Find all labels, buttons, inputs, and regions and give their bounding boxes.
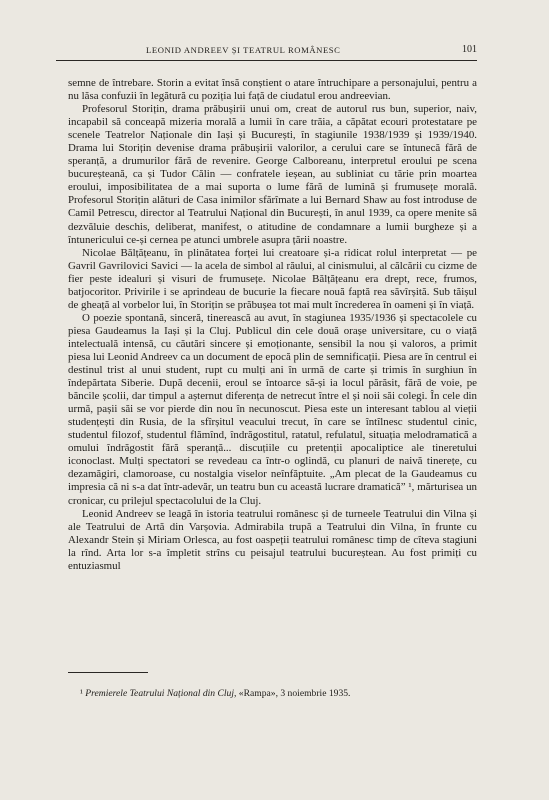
body-text — [68, 77, 477, 573]
running-title: LEONID ANDREEV ȘI TEATRUL ROMÂNESC — [146, 45, 341, 55]
paragraph: Leonid Andreev se leagă în istoria teatrului românesc și de turneele Teatrului din Vilna și ale Teatrului de Artă din Varșovia. Admirabila trupă a Teatrului din Vilna, în frunte cu Alexandr Stein și Miriam Orlesca, au fost oaspeții teatrului românesc timp de cîteva stagiuni la rînd. Arta lor s-a împletit strîns cu peisajul teatrului bucureștean. Au fost primiți cu entuziasmul — [68, 507, 477, 572]
footnote-rest: , «Rampa», 3 noiembrie 1935. — [234, 688, 351, 699]
header-rule — [56, 60, 477, 61]
paragraph: semne de întrebare. Storin a evitat însă conștient o atare întruchipare a personajului, pentru a nu lăsa confuzii în legătură cu poziția lui față de ciudatul erou andreevian. — [68, 77, 477, 103]
footnote — [80, 688, 477, 700]
paragraph: O poezie spontană, sinceră, tinerească au avut, în stagiunea 1935/1936 și spectacolele cu piesa Gaudeamus la Iași și la Cluj. Publicul din cele două orașe universitare, cu o viață intelectuală intensă, cu căutări sincere și emoționante, sensibil la nou și valoros, a primit piesa lui Leonid Andreev ca un document de epocă plin de semnificații. Piesa are în centrul ei destinul trist al unui student, rupt cu mulți ani în urmă de carte și trimis în surghiun în îndepărtata Siberie. După decenii, eroul se întoarce să-și ia locul părăsit, fără de voie, pe băncile școlii, dar timpul a așternut diferența de netrecut între el și noii săi colegi. În cele din urmă, pașii săi se vor pierde din nou în necunoscut. Piesa este un interesant tablou al vieții studențești din Rusia, de la sfîrșitul veacului trecut, în care se întîlnesc studentul cinic, studentul filozof, studentul flămînd, îndrăgostitul, ratatul, refulatul, situația melodramatică a omului îndrăgostit fără speranță... discuțiile cu pretenții apocaliptice ale tineretului iconoclast. Mulți spectatori se revedeau ca într-o oglindă, cu planuri de naivă tinerețe, cu dezamăgiri, clamoroase, cu nostalgia viselor neînfăptuite. „Am plecat de la Gaudeamus cu impresia că ni s-a dat într-adevăr, un teatru bun cu această lucrare dramatică” ¹, mărturisea un cronicar, cu prilejul spectacolului de la Cluj. — [68, 311, 477, 507]
footnote-mark: ¹ — [80, 688, 83, 699]
footnote-source: Premierele Teatrului Național din Cluj — [85, 688, 234, 699]
paragraph: Nicolae Bălțățeanu, în plinătatea forței lui creatoare și-a ridicat rolul interpretat — pe Gavril Gavrilovici Savici — la acela de simbol al răului, al cinismului, al călcării cu cizme de fier peste idealuri și visuri de frumusețe. Nicolae Bălțățeanu era drept, rece, frumos, batjocoritor. Privirile i se aprindeau de bucurie la fiecare nouă faptă rea săvîrșită. Sub tăișul de gheață al vorbelor lui, în Storițin se prăbușea tot mai mult încrederea în oameni și în viață. — [68, 246, 477, 311]
page-number: 101 — [462, 44, 477, 55]
paragraph: Profesorul Storițin, drama prăbușirii unui om, creat de autorul rus bun, superior, naiv, incapabil să conceapă mizeria morală a lumii în care trăia, a căpătat ecouri protestatare pe scenele Teatrelor Naționale din Iași și București, în stagiunile 1938/1939 și 1939/1940. Drama lui Storițin devenise drama prăbușirii valorilor, a cerului care se întunecă fără de speranță, a drumurilor fără de revenire. George Calboreanu, interpretul eroului pe scena bucureșteană, ca și Tudor Călin — confratele ieșean, au subliniat cu tărie prin moartea eroului, imposibilitatea de a mai suporta o lume fără de lumină și frumusețe morală. Profesorul Storițin alături de Casa inimilor sfărîmate a lui Bernard Shaw au fost introduse de Camil Petrescu, director al Teatrului Național din București, în anul 1939, ca opere menite să dezvăluie deschis, deliberat, manifest, o atitudine de condamnare a lumii burgheze și a întunericului ce-și cernea pe atunci umbrele asupra țării noastre. — [68, 103, 477, 246]
footnote-rule — [68, 672, 148, 673]
